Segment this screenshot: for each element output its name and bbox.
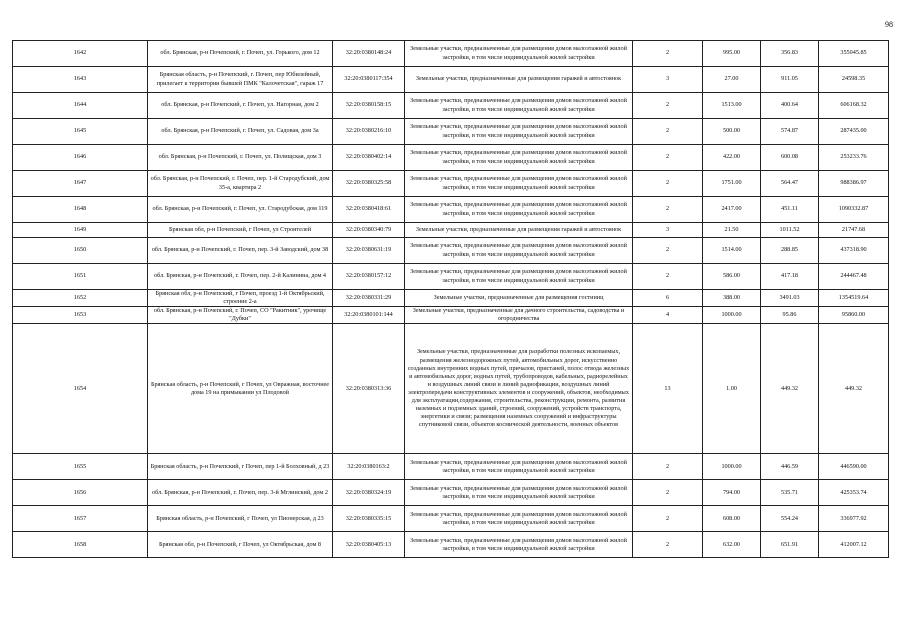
cadastral-number-cell: 32:20:0380216:10 xyxy=(333,119,405,145)
cadastral-value-cell: 606168.32 xyxy=(819,93,889,119)
cadastral-number-cell: 32:20:0380418:61 xyxy=(333,197,405,223)
land-use-cell: Земельные участки, предназначенные для размещения домов малоэтажной жилой застройки, в том числе индивидуальной жилой застройки xyxy=(405,264,633,290)
table-row xyxy=(13,324,889,454)
group-number-cell: 4 xyxy=(633,307,703,324)
cadastral-value-cell: 1090332.87 xyxy=(819,197,889,223)
address-cell: Брянская область, р-н Почепский, г Почеп, ул Овражная, восточнее дома 19 на примыкании ул Плодовой xyxy=(148,324,333,454)
address-cell: обл. Брянская, р-н Почепский, г. Почеп, ул. Полищская, дом 3 xyxy=(148,145,333,171)
land-use-cell: Земельные участки, предназначенные для размещения домов малоэтажной жилой застройки, в том числе индивидуальной жилой застройки xyxy=(405,145,633,171)
specific-value-cell: 535.71 xyxy=(761,480,819,506)
land-use-cell: Земельные участки, предназначенные для дачного строительства, садоводства и огородничества xyxy=(405,307,633,324)
cadastral-value-cell: 24598.35 xyxy=(819,67,889,93)
address-cell: обл. Брянская, р-н Почепский, г. Почеп, пер. 3-й Мглинский, дом 2 xyxy=(148,480,333,506)
area-cell: 1000.00 xyxy=(703,454,761,480)
area-cell: 1000.00 xyxy=(703,307,761,324)
cadastral-value-cell: 355045.85 xyxy=(819,41,889,67)
specific-value-cell: 95.86 xyxy=(761,307,819,324)
cadastral-number-cell: 32:20:0380335:15 xyxy=(333,506,405,532)
cadastral-number-cell: 32:20:0380313:36 xyxy=(333,324,405,454)
specific-value-cell: 288.85 xyxy=(761,238,819,264)
cadastral-number-cell: 32:20:0380402:14 xyxy=(333,145,405,171)
land-use-cell: Земельные участки, предназначенные для размещения домов малоэтажной жилой застройки, в том числе индивидуальной жилой застройки xyxy=(405,480,633,506)
land-use-cell: Земельные участки, предназначенные для размещения домов малоэтажной жилой застройки, в том числе индивидуальной жилой застройки xyxy=(405,532,633,558)
area-cell: 995.00 xyxy=(703,41,761,67)
address-cell: Брянская обл, р-н Почепский, г Почеп, ул Строителей xyxy=(148,223,333,238)
group-number-cell: 2 xyxy=(633,264,703,290)
table-row xyxy=(13,480,889,506)
land-use-cell: Земельные участки, предназначенные для размещения домов малоэтажной жилой застройки, в том числе индивидуальной жилой застройки xyxy=(405,454,633,480)
group-number-cell: 2 xyxy=(633,532,703,558)
group-number-cell: 2 xyxy=(633,171,703,197)
specific-value-cell: 451.11 xyxy=(761,197,819,223)
specific-value-cell: 564.47 xyxy=(761,171,819,197)
land-use-cell: Земельные участки, предназначенные для размещения гостиниц xyxy=(405,290,633,307)
area-cell: 500.00 xyxy=(703,119,761,145)
group-number-cell: 6 xyxy=(633,290,703,307)
row-number: 1654 xyxy=(13,324,148,454)
area-cell: 586.00 xyxy=(703,264,761,290)
row-number: 1648 xyxy=(13,197,148,223)
table-row xyxy=(13,506,889,532)
group-number-cell: 3 xyxy=(633,67,703,93)
area-cell: 794.00 xyxy=(703,480,761,506)
table-row xyxy=(13,532,889,558)
area-cell: 388.00 xyxy=(703,290,761,307)
address-cell: обл. Брянская, р-н Почепский, г. Почеп, пер. 3-й Заводский, дом 38 xyxy=(148,238,333,264)
cadastral-number-cell: 32:20:0380101:144 xyxy=(333,307,405,324)
row-number: 1646 xyxy=(13,145,148,171)
area-cell: 21.50 xyxy=(703,223,761,238)
table-row xyxy=(13,238,889,264)
cadastral-value-cell: 437318.90 xyxy=(819,238,889,264)
page-number: 98 xyxy=(885,20,893,29)
group-number-cell: 2 xyxy=(633,93,703,119)
table-row xyxy=(13,307,889,324)
specific-value-cell: 446.59 xyxy=(761,454,819,480)
table-row xyxy=(13,145,889,171)
cadastral-value-cell: 287435.00 xyxy=(819,119,889,145)
area-cell: 1751.00 xyxy=(703,171,761,197)
specific-value-cell: 651.91 xyxy=(761,532,819,558)
land-use-cell: Земельные участки, предназначенные для размещения домов малоэтажной жилой застройки, в том числе индивидуальной жилой застройки xyxy=(405,41,633,67)
specific-value-cell: 356.83 xyxy=(761,41,819,67)
cadastral-value-cell: 95860.00 xyxy=(819,307,889,324)
cadastral-number-cell: 32:20:0380340:79 xyxy=(333,223,405,238)
row-number: 1658 xyxy=(13,532,148,558)
group-number-cell: 2 xyxy=(633,197,703,223)
group-number-cell: 2 xyxy=(633,238,703,264)
row-number: 1645 xyxy=(13,119,148,145)
row-number: 1652 xyxy=(13,290,148,307)
area-cell: 608.00 xyxy=(703,506,761,532)
group-number-cell: 3 xyxy=(633,223,703,238)
table-row xyxy=(13,93,889,119)
group-number-cell: 13 xyxy=(633,324,703,454)
cadastral-value-table xyxy=(12,40,889,558)
address-cell: обл. Брянская, р-н Почепский, г. Почеп, СО "Ракитник", урочище "Дубки" xyxy=(148,307,333,324)
cadastral-value-cell: 244467.48 xyxy=(819,264,889,290)
specific-value-cell: 574.87 xyxy=(761,119,819,145)
row-number: 1644 xyxy=(13,93,148,119)
group-number-cell: 2 xyxy=(633,41,703,67)
table-row xyxy=(13,67,889,93)
area-cell: 1513.00 xyxy=(703,93,761,119)
specific-value-cell: 911.05 xyxy=(761,67,819,93)
specific-value-cell: 449.32 xyxy=(761,324,819,454)
cadastral-value-cell: 425353.74 xyxy=(819,480,889,506)
group-number-cell: 2 xyxy=(633,454,703,480)
address-cell: обл. Брянская, р-н Почепский, г. Почеп, ул. Стародубская, дом 119 xyxy=(148,197,333,223)
land-use-cell: Земельные участки, предназначенные для размещения домов малоэтажной жилой застройки, в том числе индивидуальной жилой застройки xyxy=(405,93,633,119)
specific-value-cell: 400.64 xyxy=(761,93,819,119)
area-cell: 2417.00 xyxy=(703,197,761,223)
cadastral-value-cell: 446590.00 xyxy=(819,454,889,480)
specific-value-cell: 3491.03 xyxy=(761,290,819,307)
address-cell: Брянская обл, р-н Почепский, г Почеп, проезд 1-й Октябрьский, строение 2-а xyxy=(148,290,333,307)
group-number-cell: 2 xyxy=(633,506,703,532)
row-number: 1650 xyxy=(13,238,148,264)
specific-value-cell: 600.08 xyxy=(761,145,819,171)
table-row xyxy=(13,41,889,67)
row-number: 1643 xyxy=(13,67,148,93)
land-use-cell: Земельные участки, предназначенные для размещения домов малоэтажной жилой застройки, в том числе индивидуальной жилой застройки xyxy=(405,119,633,145)
row-number: 1651 xyxy=(13,264,148,290)
row-number: 1653 xyxy=(13,307,148,324)
land-use-cell: Земельные участки, предназначенные для разработки полезных ископаемых, размещения железнодорожных путей, автомобильных дорог, искусственно созданных внутренних водных путей, причалов, пристаней, полос отвода железных и автомобильных дорог, водных путей, трубопроводов, кабельных, радиорелейных и воздушных линий связи и линий радиофикации, воздушных линий электропередачи конструктивных элементов и сооружений, объектов, необходимых для эксплуатации,содержания, строительства, реконструкции, ремонта, развития наземных и подземных зданий, строений, сооружений, устройств транспорта, энергетики и связи; размещения наземных сооружений и инфраструктуры спутниковой связи, объектов космической деятельности, военных объектов xyxy=(405,324,633,454)
table-row xyxy=(13,197,889,223)
cadastral-value-cell: 412007.12 xyxy=(819,532,889,558)
specific-value-cell: 554.24 xyxy=(761,506,819,532)
row-number: 1647 xyxy=(13,171,148,197)
area-cell: 422.00 xyxy=(703,145,761,171)
table-row xyxy=(13,454,889,480)
group-number-cell: 2 xyxy=(633,145,703,171)
address-cell: обл. Брянская, р-н Почепский, г. Почеп, ул. Нагорная, дом 2 xyxy=(148,93,333,119)
land-use-cell: Земельные участки, предназначенные для размещения домов малоэтажной жилой застройки, в том числе индивидуальной жилой застройки xyxy=(405,506,633,532)
address-cell: Брянская обл, р-н Почепский, г Почеп, ул Октябрьская, дом 8 xyxy=(148,532,333,558)
land-use-cell: Земельные участки, предназначенные для размещения гаражей и автостоянок xyxy=(405,223,633,238)
area-cell: 1.00 xyxy=(703,324,761,454)
cadastral-value-cell: 1354519.64 xyxy=(819,290,889,307)
land-use-cell: Земельные участки, предназначенные для размещения домов малоэтажной жилой застройки, в том числе индивидуальной жилой застройки xyxy=(405,171,633,197)
address-cell: обл. Брянская, р-н Почепский, г. Почеп, ул. Садовая, дом 3а xyxy=(148,119,333,145)
row-number: 1656 xyxy=(13,480,148,506)
cadastral-number-cell: 32:20:0380158:15 xyxy=(333,93,405,119)
address-cell: обл. Брянская, р-н Почепский, г. Почеп, ул. Горького, дом 12 xyxy=(148,41,333,67)
land-use-cell: Земельные участки, предназначенные для размещения домов малоэтажной жилой застройки, в том числе индивидуальной жилой застройки xyxy=(405,238,633,264)
cadastral-number-cell: 32:20:0380631:19 xyxy=(333,238,405,264)
cadastral-number-cell: 32:20:0380324:19 xyxy=(333,480,405,506)
row-number: 1657 xyxy=(13,506,148,532)
row-number: 1649 xyxy=(13,223,148,238)
land-use-cell: Земельные участки, предназначенные для размещения гаражей и автостоянок xyxy=(405,67,633,93)
cadastral-number-cell: 32:20:0380148:24 xyxy=(333,41,405,67)
table-row xyxy=(13,223,889,238)
cadastral-value-cell: 449.32 xyxy=(819,324,889,454)
cadastral-number-cell: 32:20:0380163:2 xyxy=(333,454,405,480)
row-number: 1642 xyxy=(13,41,148,67)
table-row xyxy=(13,119,889,145)
land-use-cell: Земельные участки, предназначенные для размещения домов малоэтажной жилой застройки, в том числе индивидуальной жилой застройки xyxy=(405,197,633,223)
address-cell: Брянская область, р-н Почепский, г Почеп, ул Пионерская, д 23 xyxy=(148,506,333,532)
area-cell: 27.00 xyxy=(703,67,761,93)
table-row xyxy=(13,264,889,290)
cadastral-value-cell: 21747.68 xyxy=(819,223,889,238)
cadastral-number-cell: 32:20:0380117:354 xyxy=(333,67,405,93)
cadastral-number-cell: 32:20:0380331:29 xyxy=(333,290,405,307)
cadastral-value-cell: 253233.76 xyxy=(819,145,889,171)
group-number-cell: 2 xyxy=(633,480,703,506)
area-cell: 632.00 xyxy=(703,532,761,558)
area-cell: 1514.00 xyxy=(703,238,761,264)
cadastral-value-cell: 988386.97 xyxy=(819,171,889,197)
group-number-cell: 2 xyxy=(633,119,703,145)
specific-value-cell: 1011.52 xyxy=(761,223,819,238)
address-cell: обл. Брянская, р-н Почепский, г. Почеп, пер. 2-й Калинина, дом 4 xyxy=(148,264,333,290)
cadastral-number-cell: 32:20:0380405:13 xyxy=(333,532,405,558)
cadastral-value-cell: 336977.92 xyxy=(819,506,889,532)
specific-value-cell: 417.18 xyxy=(761,264,819,290)
cadastral-number-cell: 32:20:0380325:58 xyxy=(333,171,405,197)
address-cell: обл. Брянская, р-н Почепский, г. Почеп, пер. 1-й Стародубский, дом 35-а, квартира 2 xyxy=(148,171,333,197)
table-row xyxy=(13,290,889,307)
table-row xyxy=(13,171,889,197)
address-cell: Брянская область, р-н Почепский, г. Почеп, пер Юбилейный, прилегает к территории бывшей ПМК "Калочетская", гараж 17 xyxy=(148,67,333,93)
cadastral-number-cell: 32:20:0380157:12 xyxy=(333,264,405,290)
row-number: 1655 xyxy=(13,454,148,480)
address-cell: Брянская область, р-н Почепский, г Почеп, пер 1-й Болховный, д 23 xyxy=(148,454,333,480)
